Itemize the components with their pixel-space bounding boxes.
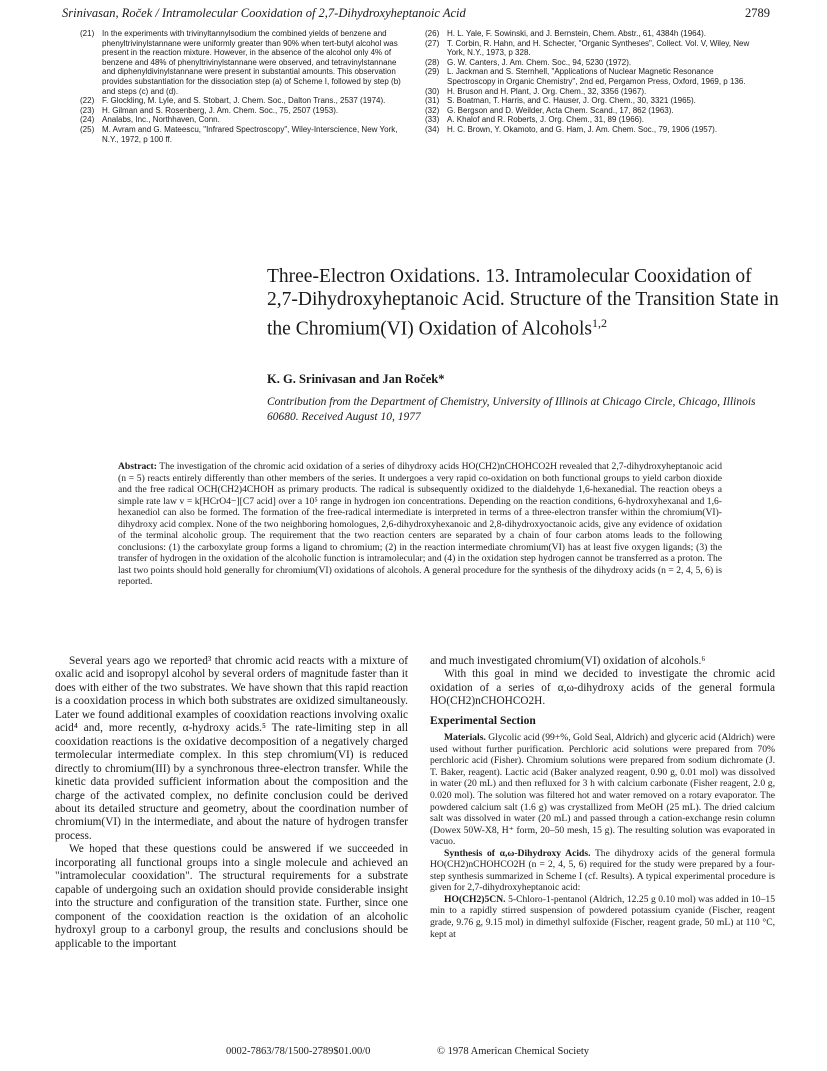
reference-item bbox=[425, 29, 763, 39]
reference-number: (21) bbox=[80, 29, 95, 38]
materials-text: Glycolic acid (99+%, Gold Seal, Aldrich) and glyceric acid (Aldrich) were used without further purification. Perchloric acid solutions were prepared from 70% perchloric acid (Fisher). Chromium solutions were prepared from sodium dichromate (J. T. Baker, reagent). Lactic acid (Baker analyzed reagent, 0.90 g, 0.01 mol) was dissolved in water (20 mL) and then refluxed for 3 h with calcium carbonate (Fisher reagent, 2.0 g, 0.020 mol). The solution was filtered hot and water removed on a rotary evaporator. The powdered calcium salt (1.6 g) was crystallized from MeOH (25 mL). The dried calcium salt was dissolved in water (20 mL) and passed through a cation-exchange resin column (Dowex 50W-X8, H⁺ form, 20–50 mesh, 15 g). The resulting solution was evaporated in vacuo. bbox=[430, 732, 775, 848]
nitrile-paragraph bbox=[430, 894, 775, 940]
references-right-column bbox=[425, 29, 763, 135]
body-paragraph: and much investigated chromium(VI) oxidation of alcohols.⁶ bbox=[430, 655, 706, 667]
reference-item bbox=[425, 87, 763, 97]
reference-item bbox=[425, 67, 763, 86]
reference-text: S. Boatman, T. Harris, and C. Hauser, J. Org. Chem., 30, 3321 (1965). bbox=[447, 96, 696, 106]
reference-item bbox=[80, 125, 402, 144]
materials-label: Materials. bbox=[444, 732, 486, 744]
synthesis-paragraph bbox=[430, 848, 775, 894]
reference-item bbox=[425, 125, 763, 135]
reference-text: Analabs, Inc., Northhaven, Conn. bbox=[102, 115, 220, 125]
reference-item bbox=[425, 39, 763, 58]
article-title bbox=[267, 265, 787, 341]
affiliation-text: Contribution from the Department of Chemistry, University of Illinois at Chicago Circle, Chicago, Illinois 60680. bbox=[267, 396, 756, 423]
reference-text: A. Khalof and R. Roberts, J. Org. Chem., 31, 89 (1966). bbox=[447, 115, 644, 125]
reference-number: (25) bbox=[80, 124, 95, 134]
reference-text: F. Glockling, M. Lyle, and S. Stobart, J. Chem. Soc., Dalton Trans., 2537 (1974). bbox=[102, 96, 386, 106]
footer-code: 0002-7863/78/1500-2789$01.00/0 bbox=[226, 1046, 371, 1057]
reference-number: (29) bbox=[425, 67, 440, 77]
reference-text: L. Jackman and S. Sternhell, "Applications of Nuclear Magnetic Resonance Spectroscopy in Organic Chemistry", 2nd ed, Pergamon Press, Oxford, 1969, p 136. bbox=[447, 67, 746, 86]
reference-number: (30) bbox=[425, 86, 440, 96]
references-left-column bbox=[80, 29, 402, 144]
reference-number: (28) bbox=[425, 57, 440, 67]
reference-text: In the experiments with trivinyltannylsodium the combined yields of benzene and phenyltrivinylstannane were uniformly greater than 90% when tert-butyl alcohol was present in the reaction mixture. However, in the absence of the alcohol only 4% of benzene and 48% of phenyltrivinylstannane were observed, and tetravinylstannane and diphenyldivinylstannane were present in substantial amounts. This observation provides substantiation for the dissociation step (a) of Scheme I, followed by step (b) and steps (c) and (d). bbox=[102, 29, 401, 96]
received-date: Received August 10, 1977 bbox=[301, 411, 421, 423]
reference-item bbox=[425, 58, 763, 68]
nitrile-label: HO(CH2)5CN. bbox=[444, 893, 506, 905]
reference-number: (32) bbox=[425, 105, 440, 115]
reference-item bbox=[80, 115, 402, 125]
experimental-section bbox=[430, 732, 775, 940]
section-heading: Experimental Section bbox=[430, 714, 536, 727]
page-number: 2789 bbox=[745, 6, 770, 20]
materials-paragraph bbox=[430, 732, 775, 847]
reference-number: (33) bbox=[425, 115, 440, 125]
reference-number: (23) bbox=[80, 105, 95, 115]
reference-number: (31) bbox=[425, 96, 440, 106]
reference-item bbox=[80, 106, 402, 116]
reference-text: M. Avram and G. Mateescu, "Infrared Spectroscopy", Wiley-Interscience, New York, N.Y., 1972, p 100 ff. bbox=[102, 124, 398, 144]
abstract-label: Abstract: bbox=[118, 461, 157, 472]
reference-item bbox=[425, 106, 763, 116]
body-left-column bbox=[55, 655, 408, 951]
body-paragraph: Several years ago we reported³ that chromic acid reacts with a mixture of oxalic acid and isopropyl alcohol by several orders of magnitude faster than it does with either of the two substrates. We have shown that this rapid reaction is a cooxidation process in which both substrates are oxidized simultaneously. Later we found additional examples of cooxidation reactions involving oxalic acid⁴ and, more recently, α-hydroxy acids.⁵ The rate-limiting step in all cooxidation reactions is the oxidative decomposition of a negatively charged termolecular intermediate complex. In this step chromium(VI) is reduced directly to chromium(III) by a synchronous three-electron transfer. While the kinetic data provided sufficient information about the composition and the charge of the activated complex, no definite conclusion could be derived about its detailed structure and geometry, about the coordination number of chromium(VI) in the intermediate, and about the nature of hydrogen transfer process. bbox=[55, 655, 408, 842]
abstract bbox=[118, 461, 722, 588]
article-authors: K. G. Srinivasan and Jan Roček* bbox=[267, 372, 445, 386]
title-footnote-marker: 1,2 bbox=[591, 315, 607, 330]
footer-copyright: © 1978 American Chemical Society bbox=[437, 1046, 590, 1057]
synthesis-text: The dihydroxy acids of the general formula HO(CH2)nCHOHCO2H (n = 2, 4, 5, 6) required for the study were prepared by a four-step synthesis summarized in Scheme I (cf. Results). A typical experimental procedure is given for 2,7-dihydroxyheptanoic acid: bbox=[430, 847, 775, 894]
abstract-text: The investigation of the chromic acid oxidation of a series of dihydroxy acids HO(CH2)nCHOHCO2H revealed that 2,7-dihydroxyheptanoic acid (n = 5) reacts entirely differently than other members of the series. It undergoes a very rapid co-oxidation on both functional groups to yield carbon dioxide and the free radical OCH(CH2)4CHOH as primary products. The radical is subsequently oxidized to the dialdehyde 1,6-hexanedial. The reaction obeys a simple rate law v = k[HCrO4−][C7 acid] over a 10⁵ range in hydrogen ion concentrations. Depending on the reaction conditions, 6-hydroxyhexanal and 1,6-hexanediol can also be formed. The formation of the free-radical intermediate is interpreted in terms of a three-electron transfer within the chromium(VI)-dihydroxy acid complex. None of the two neighboring homologues, 2,6-dihydroxyhexanoic and 2,8-dihydroxyoctanoic acids, give any evidence of oxidation of the terminal alcoholic group. The requirement that the two reaction centers are separated by a chain of four carbon atoms leads to the following conclusions: (1) the carboxylate group forms a ligand to chromium; (2) in the reaction intermediate chromium(VI) has at least five oxygen ligands; (3) the transfer of hydrogen in the oxidation of the alcoholic function is intramolecular; and (4) in the oxidation step hydrogen cannot be transferred as a proton. The last two points should hold generally for chromium(VI) oxidations of alcohols. A general procedure for the synthesis of the dihydroxy acids (n = 2, 4, 5, 6) is reported. bbox=[118, 461, 722, 588]
reference-item bbox=[80, 96, 402, 106]
reference-text: T. Corbin, R. Hahn, and H. Schecter, "Organic Syntheses", Collect. Vol. V, Wiley, New York, N.Y., 1973, p 328. bbox=[447, 38, 750, 58]
reference-text: H. Gilman and S. Rosenberg, J. Am. Chem. Soc., 75, 2507 (1953). bbox=[102, 105, 339, 115]
article-title-text: Three-Electron Oxidations. 13. Intramolecular Cooxidation of 2,7-Dihydroxyheptanoic Acid. Structure of the Transition State in the Chromium(VI) Oxidation of Alcohols bbox=[267, 266, 779, 340]
reference-number: (34) bbox=[425, 124, 440, 134]
reference-text: H. L. Yale, F. Sowinski, and J. Bernstein, Chem. Abstr., 61, 4384h (1964). bbox=[447, 29, 706, 38]
reference-text: G. W. Canters, J. Am. Chem. Soc., 94, 5230 (1972). bbox=[447, 57, 632, 67]
nitrile-text: 5-Chloro-1-pentanol (Aldrich, 12.25 g 0.10 mol) was added in 10–15 min to a rapidly stirred suspension of powdered potassium cyanide (Fischer, reagent grade, 9.76 g, 9.15 mol) in dimethyl sulfoxide (Fischer, reagent grade, 50 mL) at 110 °C, kept at bbox=[430, 893, 775, 940]
reference-item bbox=[425, 96, 763, 106]
body-right-column bbox=[430, 655, 775, 940]
reference-number: (22) bbox=[80, 96, 95, 106]
running-head-title: Srinivasan, Roček / Intramolecular Cooxidation of 2,7-Dihydroxyheptanoic Acid bbox=[62, 6, 466, 20]
reference-number: (24) bbox=[80, 115, 95, 125]
running-head bbox=[62, 6, 770, 24]
reference-number: (27) bbox=[425, 38, 440, 48]
body-paragraph: We hoped that these questions could be answered if we succeeded in incorporating all functional groups into a single molecule and achieved an "intramolecular cooxidation". The structural requirements for a substrate capable of undergoing such an oxidation should provide considerable insight into the structure and configuration of the transition state. Further, since one component of the cooxidation reaction is the oxidation of an alcoholic hydroxyl group to a carbonyl group, the results and conclusions should be applicable to the important bbox=[55, 843, 408, 950]
reference-item bbox=[80, 29, 402, 96]
body-paragraph: With this goal in mind we decided to investigate the chromic acid oxidation of a series of α,ω-dihydroxy acids of the general formula HO(CH2)nCHOHCO2H. bbox=[430, 668, 775, 708]
reference-text: H. C. Brown, Y. Okamoto, and G. Ham, J. Am. Chem. Soc., 79, 1906 (1957). bbox=[447, 124, 718, 134]
synthesis-label: Synthesis of α,ω-Dihydroxy Acids. bbox=[444, 847, 591, 859]
reference-number: (26) bbox=[425, 29, 440, 38]
reference-text: H. Bruson and H. Plant, J. Org. Chem., 32, 3356 (1967). bbox=[447, 86, 647, 96]
reference-item bbox=[425, 115, 763, 125]
reference-text: G. Bergson and D. Weilder, Acta Chem. Scand., 17, 862 (1963). bbox=[447, 105, 674, 115]
article-affiliation bbox=[267, 395, 767, 425]
